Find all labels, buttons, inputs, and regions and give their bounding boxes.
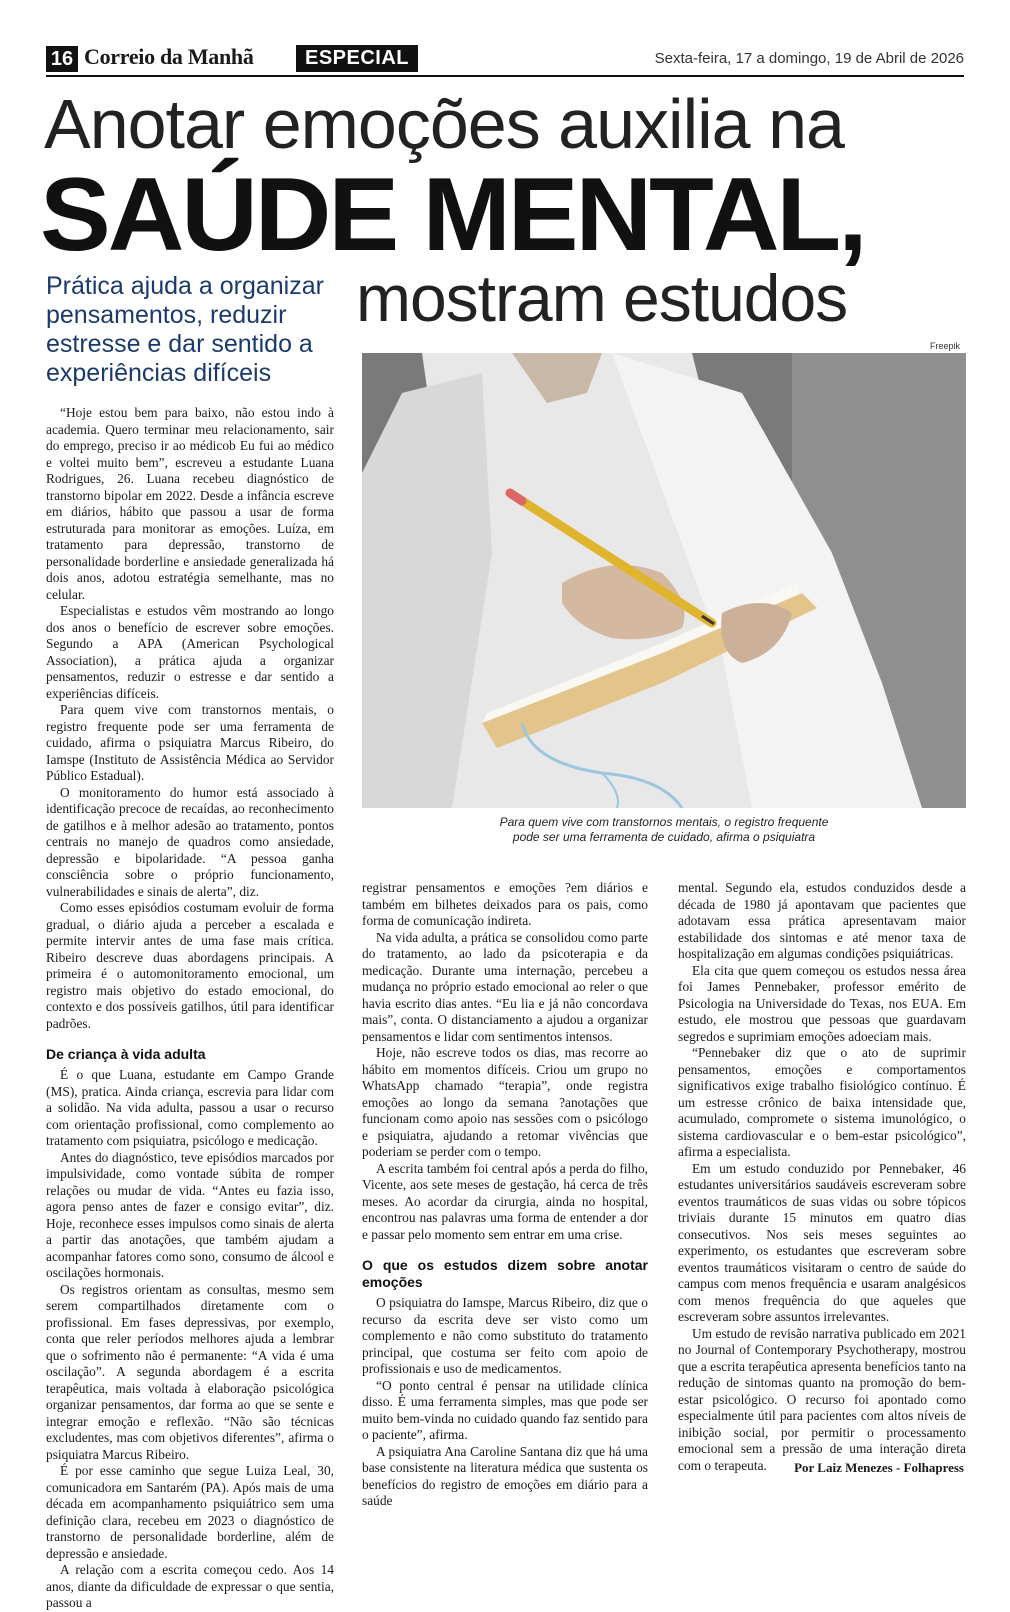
byline: Por Laiz Menezes - Folhapress — [794, 1460, 964, 1475]
article-photo — [362, 353, 966, 808]
subhead-studies: O que os estudos dizem sobre anotar emoções — [362, 1257, 648, 1290]
section-label: ESPECIAL — [296, 45, 418, 72]
headline-line-2: SAÚDE MENTAL, — [40, 157, 865, 273]
paragraph: Para quem vive com transtornos mentais, o registro frequente pode ser uma ferramenta de cuidado, afirma o psiquiatra Marcus Ribeiro, do Iamspe (Instituto de Assistência Médica ao Servidor Público Estadual). — [46, 702, 334, 783]
paragraph: registrar pensamentos e emoções ?em diários e também em bilhetes deixados para os pais, como forma de comunicação indireta. — [362, 880, 648, 928]
photo-caption — [362, 815, 966, 845]
paragraph: Como esses episódios costumam evoluir de forma gradual, o diário ajuda a perceber a escalada e permite intervir antes de uma fase mais crítica. Ribeiro descreve duas abordagens principais. A primeira é o automonitoramento emocional, um registro mais objetivo do estado emocional, do contexto e dos possíveis gatilhos, útil para identificar padrões. — [46, 900, 334, 1031]
headline-line-3: mostram estudos — [356, 261, 848, 335]
paragraph: Em um estudo conduzido por Pennebaker, 46 estudantes universitários saudáveis escreveram sobre eventos traumáticos de suas vidas ou sobre tópicos triviais durante 15 minutos em quatro dias consecutivos. Nos seis meses seguintes ao experimento, os estudantes que escreveram sobre eventos traumáticos visitaram o centro de saúde do campus com menos frequência e usaram analgésicos com menos frequência do que aqueles que escreveram sobre assuntos irrelevantes. — [678, 1160, 966, 1324]
paragraph: O monitoramento do humor está associado à identificação precoce de recaídas, ao reconhecimento de gatilhos e à melhor adesão ao tratamento, pontos centrais no manejo de quadros como ansiedade, depressão e bipolaridade. “A pessoa ganha consciência sobre o próprio funcionamento, vulnerabilidades e sinais de alerta”, diz. — [46, 784, 334, 899]
issue-date: Sexta-feira, 17 a domingo, 19 de Abril de 2026 — [654, 50, 964, 67]
page-number: 16 — [46, 46, 78, 72]
article-column-2 — [362, 880, 648, 1510]
paragraph: É por esse caminho que segue Luiza Leal, 30, comunicadora em Santarém (PA). Após mais de uma década em acompanhamento psiquiátrico sem uma definição clara, recebeu em 2023 o diagnóstico de transtorno de personalidade borderline, além de depressão e ansiedade. — [46, 1463, 334, 1561]
paragraph: “Hoje estou bem para baixo, não estou indo à academia. Quero terminar meu relacionamento, sair do emprego, preciso ir ao médicob Eu fui ao médico e voltei muito bem”, escreveu a estudante Luana Rodrigues, 26. Luana recebeu diagnóstico de transtorno bipolar em 2022. Desde a infância escreve em diários, hábito que passou a usar de forma estruturada para monitorar as emoções. Luíza, em tratamento para depressão, transtorno de personalidade borderline e ansiedade generalizada há dois anos, adotou estratégia semelhante, mas no celular. — [46, 405, 334, 602]
article-column-1 — [46, 405, 334, 1612]
paragraph: “Pennebaker diz que o ato de suprimir pensamentos, emoções e comportamentos significativos exige trabalho fisiológico contínuo. É um estresse crônico de baixa intensidade que, acumulado, compromete o sistema imunológico, o sistema cardiovascular e o bem-estar psicológico”, afirma a especialista. — [678, 1045, 966, 1159]
photo-credit: Freepik — [930, 341, 961, 351]
article-column-3 — [678, 880, 966, 1474]
paragraph: Ela cita que quem começou os estudos nessa área foi James Pennebaker, professor emérito de Psicologia na Universidade do Texas, nos EUA. Em estudo, ele mostrou que pessoas que guardavam segredos e suprimiam emoções adoeciam mais. — [678, 962, 966, 1044]
paragraph: Um estudo de revisão narrativa publicado em 2021 no Journal of Contemporary Psychotherapy, mostrou que a escrita terapêutica apresenta benefícios tanto na redução de sintomas quanto na promoção do bem-estar psicológico. O recurso foi apontado como especialmente útil para pacientes com altos níveis de inibição social, por permitir o processamento emocional sem a pressão de uma interação direta com o terapeuta. — [678, 1325, 966, 1473]
subhead-childhood: De criança à vida adulta — [46, 1046, 206, 1062]
paragraph: O psiquiatra do Iamspe, Marcus Ribeiro, diz que o recurso da escrita deve ser visto como um complemento e não como substituto do tratamento principal, que costuma ser feito com apoio de profissionais e uso de medicamentos. — [362, 1295, 648, 1376]
paragraph: É o que Luana, estudante em Campo Grande (MS), pratica. Ainda criança, escrevia para lidar com a solidão. Na vida adulta, passou a usar o recurso com orientação profissional, como complemento ao tratamento com psiquiatra, psicólogo e medicação. — [46, 1067, 334, 1148]
header-rule — [46, 75, 964, 77]
paragraph: “O ponto central é pensar na utilidade clínica disso. É uma ferramenta simples, mas que pode ser muito bem-vinda no cuidado quando faz sentido para o paciente”, afirma. — [362, 1377, 648, 1442]
newspaper-brand: Correio da Manhã — [84, 44, 254, 69]
paragraph: Na vida adulta, a prática se consolidou como parte do tratamento, ao lado da psicoterapia e da medicação. Durante uma internação, percebeu a mudança no próprio estado emocional ao reler o que havia escrito dias antes. “Eu lia e já não concordava mais”, conta. O distanciamento a ajudou a organizar pensamentos e lidar com sentimentos intensos. — [362, 929, 648, 1044]
paragraph: Antes do diagnóstico, teve episódios marcados por impulsividade, como vontade súbita de romper relações ou mudar de vida. “Antes eu fazia isso, agora penso antes de fazer e consigo evitar”, diz. Hoje, reconhece esses impulsos como sinais de alerta a partir das anotações, que também ajudam a acompanhar fatores como sono, consumo de álcool e oscilações hormonais. — [46, 1149, 334, 1280]
paragraph: A relação com a escrita começou cedo. Aos 14 anos, diante da dificuldade de expressar o que sentia, passou a — [46, 1562, 334, 1610]
paragraph: Especialistas e estudos vêm mostrando ao longo dos anos o benefício de escrever sobre emoções. Segundo a APA (American Psychological Association), a prática ajuda a organizar pensamentos, reduzir o estresse e dar sentido a experiências difíceis. — [46, 603, 334, 701]
photo-illustration — [362, 353, 966, 808]
paragraph: A escrita também foi central após a perda do filho, Vicente, aos sete meses de gestação, há cerca de três meses. Ao acordar da cirurgia, ainda no hospital, encontrou nas palavras uma forma de entender a dor e passar pelo momento sem entrar em uma crise. — [362, 1160, 648, 1242]
deck-subtitle: Prática ajuda a organizar pensamentos, reduzir estresse e dar sentido a experiências difíceis — [46, 272, 324, 387]
paragraph: Hoje, não escreve todos os dias, mas recorre ao hábito em momentos difíceis. Criou um grupo no WhatsApp chamado “terapia”, onde registra emoções ao longo da semana ?anotações que funcionam como apoio nas sessões com o psicólogo e psiquiatra, ajudando a retomar vivências que poderiam se perder com o tempo. — [362, 1045, 648, 1159]
caption-line-2: pode ser uma ferramenta de cuidado, afirma o psiquiatra — [512, 830, 816, 844]
caption-line-1: Para quem vive com transtornos mentais, o registro frequente — [499, 815, 829, 829]
paragraph: mental. Segundo ela, estudos conduzidos desde a década de 1980 já apontavam que pacientes que adotavam essa prática apresentavam maior estabilidade dos sintomas e até menor taxa de hospitalização em algumas condições psiquiátricas. — [678, 880, 966, 961]
paragraph: Os registros orientam as consultas, mesmo sem serem compartilhados diretamente com o profissional. Em fases depressivas, por exemplo, conta que reler períodos melhores ajuda a lembrar que o sofrimento não é permanente: “A vida é uma oscilação”. A segunda abordagem é a escrita terapêutica, mais voltada à elaboração psicológica organizar pensamentos, dar forma ao que se sente e integrar emoção e reflexão. “Não são técnicas excludentes, mas com objetivos diferentes”, afirma o psiquiatra Marcus Ribeiro. — [46, 1281, 334, 1462]
paragraph: A psiquiatra Ana Caroline Santana diz que há uma base consistente na literatura médica que sustenta os benefícios do registro de emoções em diário para a saúde — [362, 1443, 648, 1508]
headline-line-1: Anotar emoções auxilia na — [44, 85, 844, 163]
